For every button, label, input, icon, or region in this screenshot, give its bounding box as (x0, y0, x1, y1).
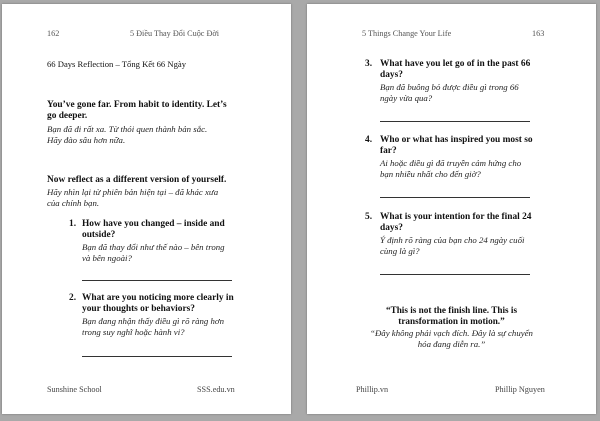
quote-vi-line2: hóa đang diễn ra.” (417, 339, 486, 349)
section2-en-line1: Now reflect as a different version of yourself. (47, 175, 227, 185)
quote-en-line1: “This is not the finish line. This is (385, 305, 518, 315)
question-5-en-line1: What is your intention for the final 24 (380, 212, 532, 222)
section1-vi-line1: Bạn đã đi rất xa. Từ thói quen thành bản sắc. (47, 124, 208, 134)
question-1-number: 1. (69, 219, 77, 229)
right-page-number: 163 (532, 29, 545, 38)
answer-line-3[interactable] (380, 121, 530, 122)
quote-vi-line1: “Đây không phải vạch đích. Đây là sự chuyển (370, 328, 533, 338)
right-footer-website: Phillip.vn (356, 385, 389, 394)
question-4-en-line2: far? (380, 146, 397, 156)
question-2-en-line1: What are you noticing more clearly in (82, 293, 234, 303)
question-2-en-line2: your thoughts or behaviors? (82, 304, 195, 314)
question-1-vi-line1: Bạn đã thay đổi như thế nào – bên trong (82, 242, 225, 252)
question-2-vi-line1: Bạn đang nhận thấy điều gì rõ ràng hơn (82, 316, 225, 326)
left-footer-school: Sunshine School (47, 385, 102, 394)
question-5-vi-line1: Ý định rõ ràng của bạn cho 24 ngày cuối (380, 235, 525, 245)
right-running-header: 5 Things Change Your Life (362, 29, 452, 38)
question-5-en-line2: days? (380, 223, 403, 233)
answer-line-5[interactable] (380, 274, 530, 275)
question-2-number: 2. (69, 293, 77, 303)
question-2-vi-line2: trong suy nghĩ hoặc hành vi? (82, 327, 185, 337)
question-4-vi-line2: bạn nhiều nhất cho đến giờ? (380, 169, 481, 179)
question-1-en-line2: outside? (82, 230, 116, 240)
question-3-vi-line1: Bạn đã buông bỏ được điều gì trong 66 (380, 82, 519, 92)
answer-line-1[interactable] (82, 280, 232, 281)
question-1-vi-line2: và bên ngoài? (82, 253, 132, 263)
section1-vi-line2: Hãy đào sâu hơn nữa. (47, 135, 126, 145)
question-3-en-line2: days? (380, 70, 403, 80)
section1-en-line1: You’ve gone far. From habit to identity. Let’s (47, 100, 227, 110)
answer-line-2[interactable] (82, 356, 232, 357)
reflection-subtitle: 66 Days Reflection – Tổng Kết 66 Ngày (47, 59, 186, 69)
right-footer-author: Phillip Nguyen (495, 385, 545, 394)
question-3-en-line1: What have you let go of in the past 66 (380, 59, 531, 69)
question-3-number: 3. (365, 59, 373, 69)
left-footer-website: SSS.edu.vn (197, 385, 235, 394)
left-running-header: 5 Điều Thay Đổi Cuộc Đời (130, 29, 219, 38)
section1-en-line2: go deeper. (47, 111, 88, 121)
section2-vi-line1: Hãy nhìn lại từ phiên bản hiện tại – đã khác xưa (47, 187, 219, 197)
question-5-vi-line2: cùng là gì? (380, 246, 420, 256)
quote-en-line2: transformation in motion.” (398, 316, 505, 326)
question-3-vi-line2: ngày vừa qua? (380, 93, 433, 103)
question-5-number: 5. (365, 212, 373, 222)
answer-line-4[interactable] (380, 197, 530, 198)
right-page (307, 4, 596, 414)
question-1-en-line1: How have you changed – inside and (82, 219, 225, 229)
question-4-number: 4. (365, 135, 373, 145)
question-4-vi-line1: Ai hoặc điều gì đã truyền cảm hứng cho (380, 158, 522, 168)
left-page-number: 162 (47, 29, 60, 38)
left-page (2, 4, 291, 414)
question-4-en-line1: Who or what has inspired you most so (380, 135, 533, 145)
section2-vi-line2: của chính bạn. (47, 198, 100, 208)
